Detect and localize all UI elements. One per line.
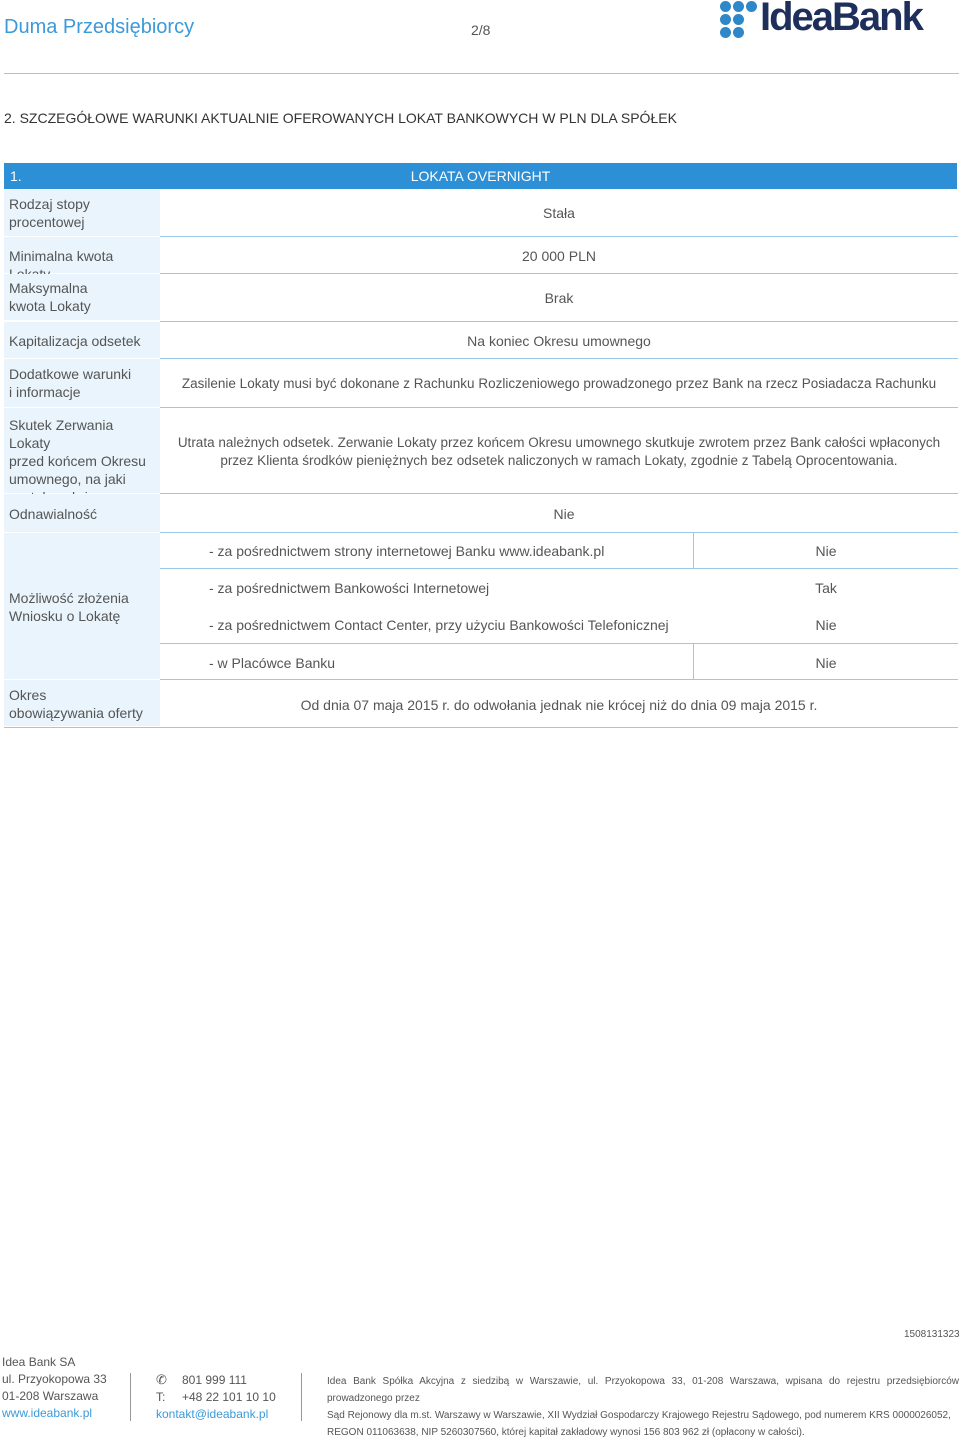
label-cell: Minimalna kwota — [4, 237, 160, 273]
row-divider — [160, 321, 958, 322]
city-address: 01-208 Warszawa — [2, 1389, 99, 1403]
phone-icon: ✆ — [156, 1372, 167, 1387]
company-name: Idea Bank SA — [2, 1355, 76, 1369]
footer-contact — [156, 1371, 276, 1423]
value-min-amount: 20 000 PLN — [522, 248, 596, 264]
channel-branch-value: Nie — [815, 655, 837, 671]
value-interest-type: Stała — [543, 205, 575, 221]
footer-legal-info: Idea Bank Spółka Akcyjna z siedzibą w Warszawie, ul. Przyokopowa 33, 01-208 Warszawa, wpisana do rejestru przedsiębiorców prowadzonego przez Sąd Rejonowy dla m.st. Warszawy w Warszawie, XII Wydział Gospodarczy Krajowego Rejestru Sądowego, pod numerem KRS 0000026052, REGON 011063638, NIP 5260307560, której kapitał zakładowy wynosi 156 803 962 zł (opłacony w całości). — [327, 1376, 959, 1438]
header-divider — [4, 73, 959, 74]
value-offer-validity: Od dnia 07 maja 2015 r. do odwołania jednak nie krócej niż do dnia 09 maja 2015 r. — [300, 697, 818, 713]
value-additional-terms: Zasilenie Lokaty musi być dokonane z Rachunku Rozliczeniowego prowadzonego przez Bank na rzecz Posiadacza Rachunku — [181, 376, 937, 391]
label-cell: Maksymalna kwota Lokaty — [4, 274, 160, 320]
section-title: 2. SZCZEGÓŁOWE WARUNKI AKTUALNIE OFEROWANYCH LOKAT BANKOWYCH W PLN DLA SPÓŁEK — [4, 110, 677, 126]
label-cell: Rodzaj stopy procentowej — [4, 190, 160, 236]
channel-contact-center-value: Nie — [815, 617, 837, 633]
offer-name: LOKATA OVERNIGHT — [410, 168, 551, 184]
value-capitalization: Na koniec Okresu umownego — [467, 333, 651, 349]
hotline-number: 801 999 111 — [182, 1373, 247, 1387]
offer-header-bar — [4, 163, 957, 189]
row-divider — [160, 532, 958, 533]
row-divider — [160, 273, 958, 274]
document-code: 1508131323 — [904, 1329, 960, 1340]
website-link[interactable]: www.ideabank.pl — [2, 1406, 93, 1420]
logo-wordmark: IdeaBank — [760, 0, 922, 39]
row-divider — [160, 568, 958, 569]
logo-dots-icon — [720, 1, 758, 39]
row-divider — [160, 643, 958, 644]
label-cell: Możliwość złożenia Wniosku o Lokatę — [4, 533, 160, 679]
page-number: 2/8 — [471, 22, 491, 38]
street-address: ul. Przyokopowa 33 — [2, 1372, 107, 1386]
document-title: Duma Przedsiębiorcy — [4, 16, 195, 38]
phone-prefix: T: — [156, 1390, 166, 1404]
channel-branch: - w Placówce Banku — [209, 655, 336, 671]
footer-address — [2, 1354, 107, 1422]
channel-internet-banking: - za pośrednictwem Bankowości Internetowej — [209, 580, 490, 596]
channel-internet-banking-value: Tak — [815, 580, 837, 596]
value-early-termination: Utrata należnych odsetek. Zerwanie Lokaty przez końcem Okresu umownego skutkuje zwrotem przez Bank całości wpłaconych przez Klienta środków pieniężnych bez odsetek naliczonych w ramach Lokaty, zgodnie z Tabelą Oprocentowania. — [177, 435, 941, 468]
value-max-amount: Brak — [544, 290, 574, 306]
offer-number: 1. — [10, 168, 22, 184]
footer-divider — [301, 1373, 302, 1421]
label-cell: Odnawialność — [4, 494, 160, 532]
idea-bank-logo — [720, 0, 960, 40]
value-renewability: Nie — [553, 506, 575, 522]
row-divider — [160, 236, 958, 237]
phone-number: +48 22 101 10 10 — [182, 1390, 276, 1404]
table-bottom-divider — [4, 727, 958, 728]
email-link[interactable]: kontakt@ideabank.pl — [156, 1407, 269, 1421]
label-cell: Dodatkowe warunki i informacje — [4, 359, 160, 407]
footer-divider — [130, 1373, 131, 1421]
row-divider — [160, 358, 958, 359]
channel-website: - za pośrednictwem strony internetowej Banku www.ideabank.pl — [209, 543, 605, 559]
row-divider — [160, 493, 958, 494]
channel-website-value: Nie — [815, 543, 837, 559]
channel-contact-center: - za pośrednictwem Contact Center, przy użyciu Bankowości Telefonicznej — [209, 617, 669, 633]
label-cell: Skutek Zerwania Lokaty przed końcem Okresu umownego, na jaki — [4, 408, 160, 493]
row-divider — [160, 679, 958, 680]
label-cell: Okres obowiązywania oferty — [4, 680, 160, 726]
label-cell: Kapitalizacja odsetek — [4, 322, 160, 358]
row-divider — [160, 407, 958, 408]
